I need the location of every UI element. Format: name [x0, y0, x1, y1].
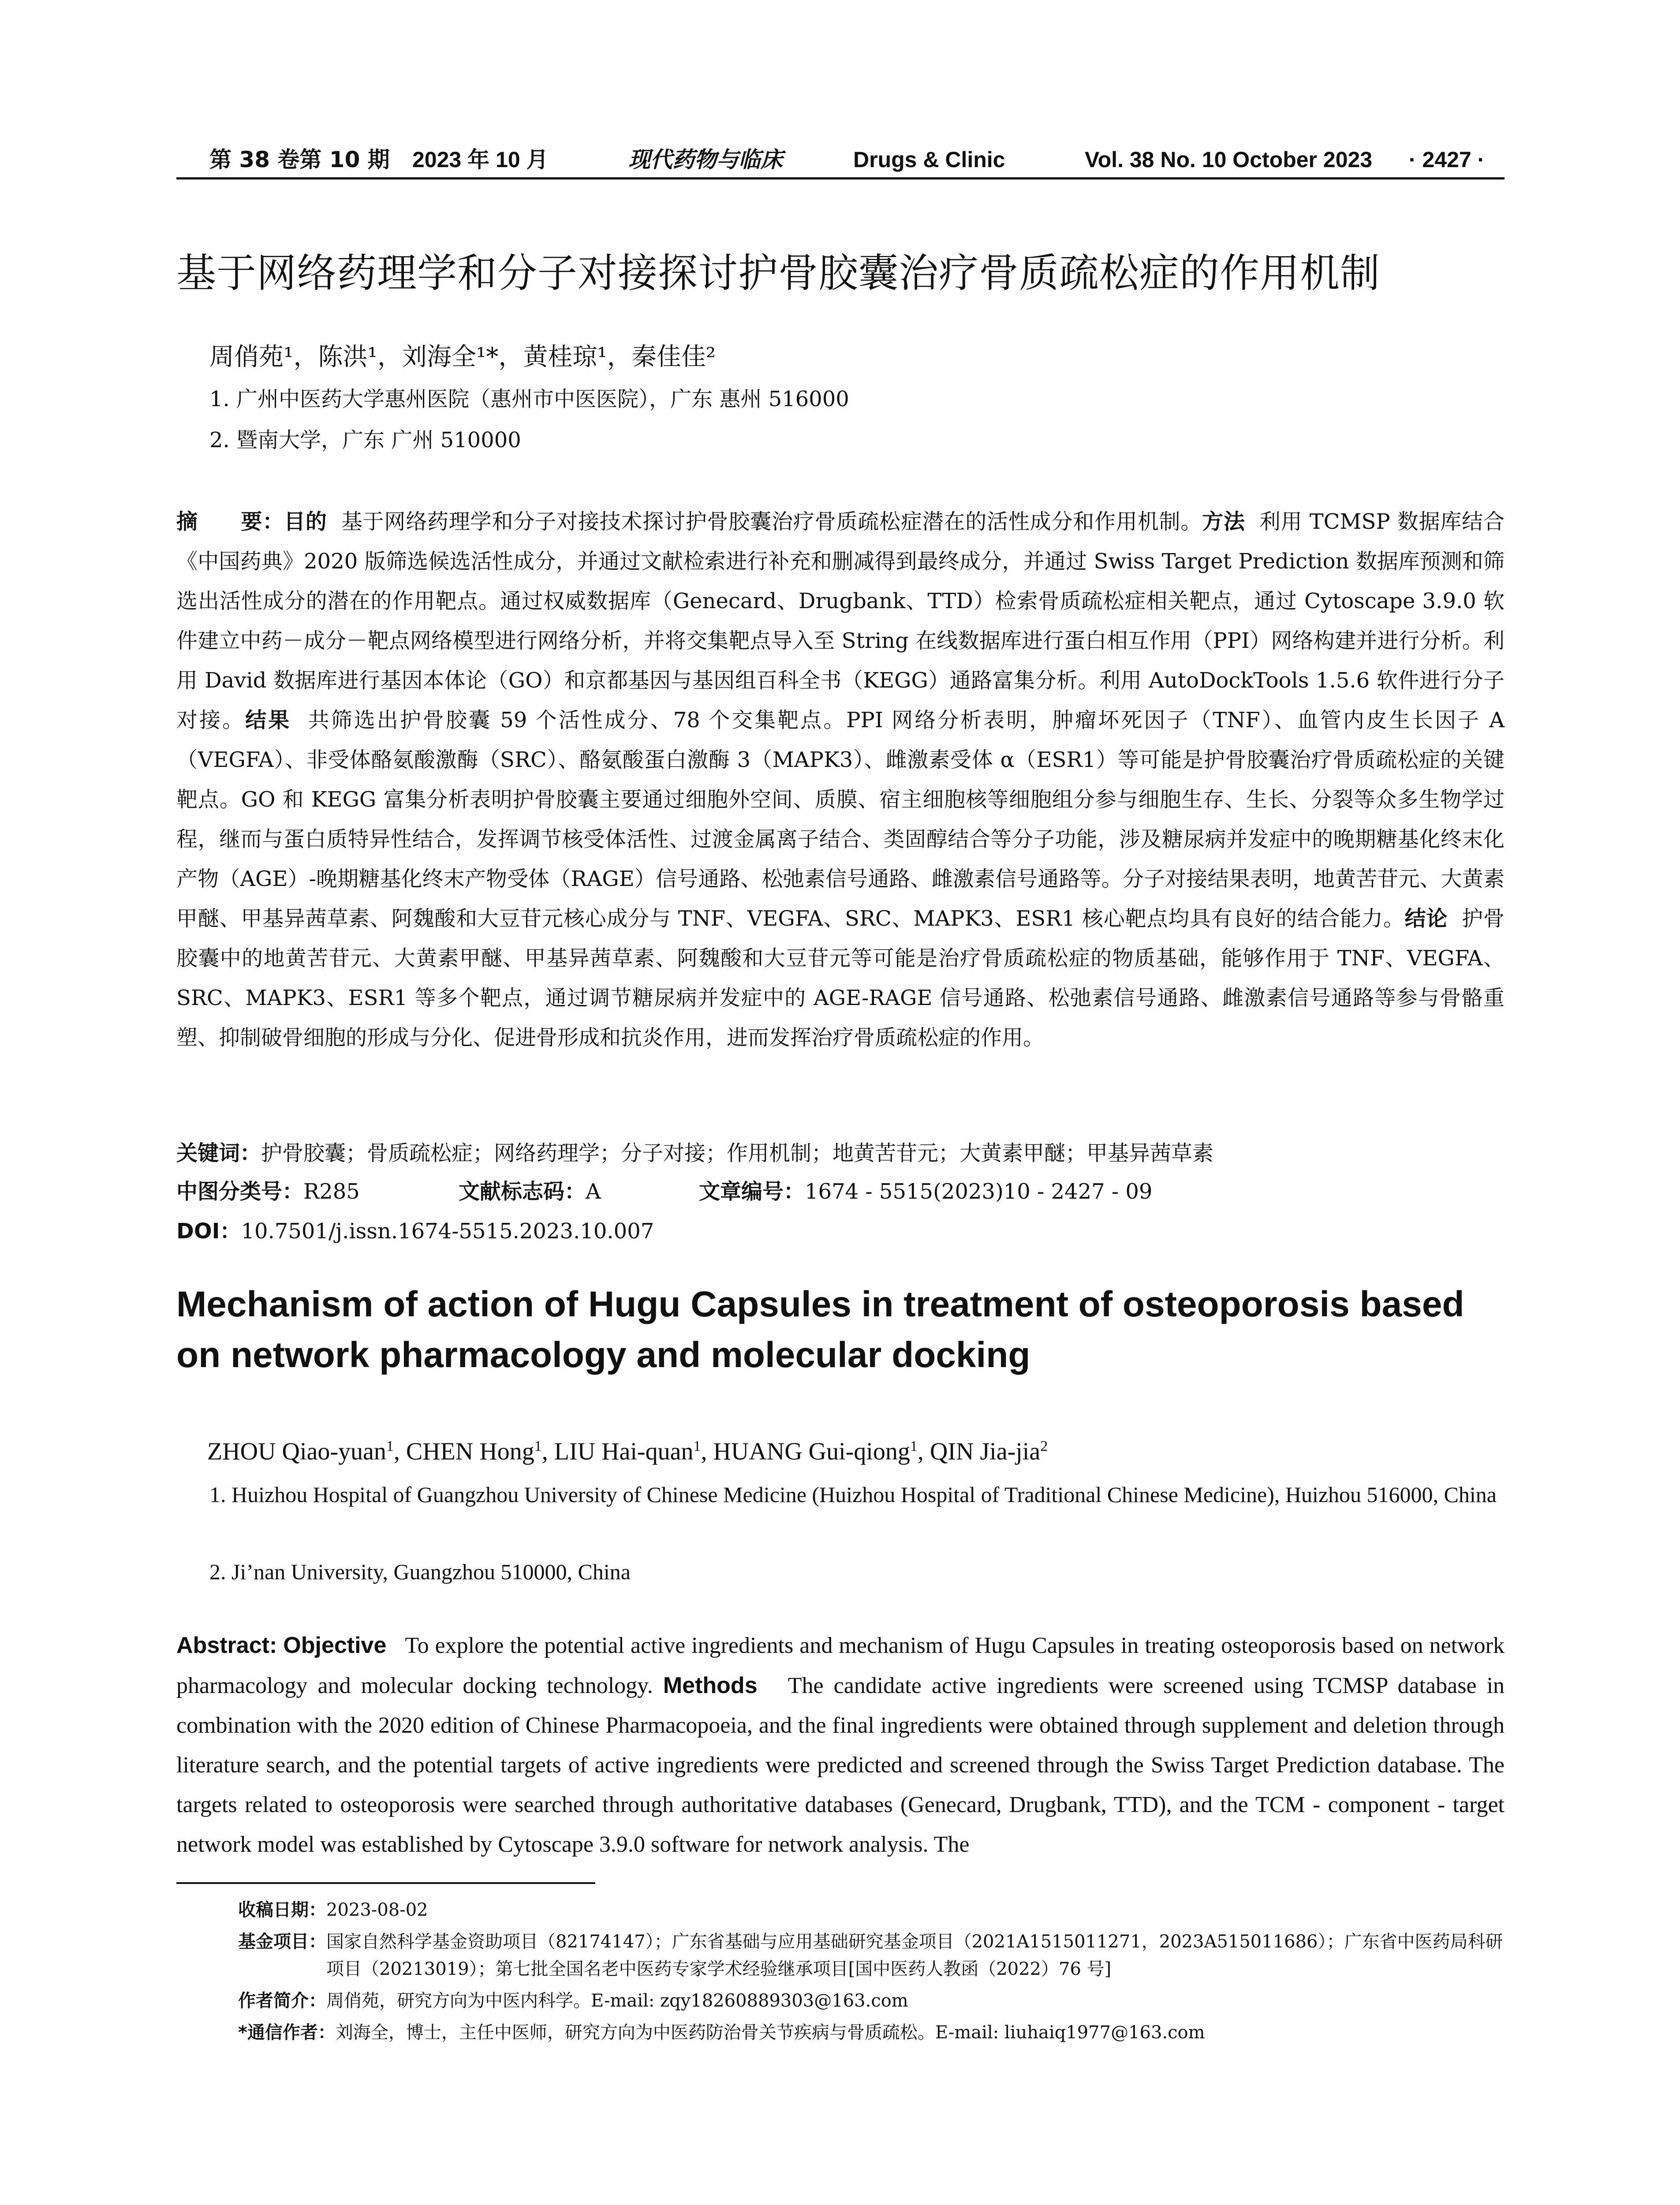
footnote-corresponding [238, 2019, 1504, 2046]
abstract-cn-conclusion: 护骨胶囊中的地黄苦苷元、大黄素甲醚、甲基异茜草素、阿魏酸和大豆苷元等可能是治疗骨质疏松症的物质基础，能够作用于 TNF、VEGFA、SRC、MAPK3、ESR1 等多个靶点，通过调节糖尿病并发症中的 AGE-RAGE 信号通路、松弛素信号通路、雌激素信号通路等参与骨骼重塑、抑制破骨细胞的形成与分化、促进骨形成和抗炎作用，进而发挥治疗骨质疏松症的作用。 [176, 906, 1505, 1050]
header-volume-en: Vol. 38 No. 10 October 2023 [1085, 147, 1373, 172]
abstract-cn-objective-label: 目的 [284, 509, 327, 534]
affiliation-en-1: 1. Huizhou Hospital of Guangzhou University of Chinese Medicine (Huizhou Hospital of Traditional Chinese Medicine), Huizhou 516000, China [209, 1482, 1497, 1507]
header-rule [176, 177, 1505, 179]
abstract-cn-conclusion-label: 结论 [1404, 906, 1448, 931]
abstract-en [176, 1626, 1505, 1865]
footnote-rule [176, 1882, 595, 1884]
author-en-2-sup: 1 [534, 1438, 542, 1454]
author-en-4-sup: 1 [910, 1438, 918, 1454]
authors-en: ZHOU Qiao-yuan$^1$, CHEN Hong$^1$, LIU Hai-quan$^1$, HUANG Gui-qiong$^1$, QIN Jia-jia$^2$ [207, 1438, 1048, 1465]
article-number-label: 文章编号： [699, 1179, 805, 1204]
header-volume-cn: 第 38 卷第 10 期 [209, 147, 390, 172]
affiliation-en-2: 2. Ji’nan University, Guangzhou 510000, China [209, 1559, 631, 1584]
abstract-en-label: Abstract: [176, 1633, 277, 1658]
abstract-cn-label: 摘 要： [176, 509, 284, 534]
keywords-cn [176, 1136, 1213, 1171]
abstract-en-methods-label: Methods [663, 1673, 758, 1698]
footnote-funding-label: 基金项目： [238, 1932, 326, 1952]
header-journal-en: Drugs & Clinic [853, 147, 1005, 172]
abstract-cn [176, 502, 1505, 1058]
footnote-funding-value: 国家自然科学基金资助项目（82174147）；广东省基础与应用基础研究基金项目（2021A1515011271，2023A515011686）；广东省中医药局科研项目（20213019）；第七批全国名老中医药专家学术经验继承项目[国中医药人教函（2022）76 号] [326, 1932, 1503, 1979]
abstract-cn-methods: 利用 TCMSP 数据库结合《中国药典》2020 版筛选候选活性成分，并通过文献检索进行补充和删减得到最终成分，并通过 Swiss Target Prediction 数据库预测和筛选出活性成分的潜在的作用靶点。通过权威数据库（Genecard、Drugbank、TTD）检索骨质疏松症相关靶点，通过 Cytoscape 3.9.0 软件建立中药－成分－靶点网络模型进行网络分析，并将交集靶点导入至 String 在线数据库进行蛋白相互作用（PPI）网络构建并进行分析。利用 David 数据库进行基因本体论（GO）和京都基因与基因组百科全书（KEGG）通路富集分析。利用 AutoDockTools 1.5.6 软件进行分子对接。 [176, 509, 1505, 733]
keywords-cn-label: 关键词： [176, 1141, 261, 1166]
footnote-received-label: 收稿日期： [238, 1900, 326, 1920]
clc-value: R285 [303, 1179, 360, 1204]
author-en-1-sup: 1 [386, 1438, 394, 1454]
abstract-en-objective-label: Objective [283, 1633, 387, 1658]
keywords-cn-value: 护骨胶囊；骨质疏松症；网络药理学；分子对接；作用机制；地黄苦苷元；大黄素甲醚；甲基异茜草素 [261, 1141, 1214, 1166]
author-en-1: ZHOU Qiao-yuan [207, 1438, 386, 1465]
author-en-4: HUANG Gui-qiong [713, 1438, 910, 1465]
affiliation-cn-2: 2. 暨南大学，广东 广州 510000 [209, 428, 521, 452]
doc-code-label: 文献标志码： [459, 1179, 586, 1204]
footnote-received [238, 1896, 1504, 1924]
abstract-cn-methods-label: 方法 [1202, 509, 1245, 534]
affiliation-cn-1: 1. 广州中医药大学惠州医院（惠州市中医医院），广东 惠州 516000 [209, 387, 849, 411]
title-en: Mechanism of action of Hugu Capsules in treatment of osteoporosis based on network pharmacology and molecular docking [176, 1284, 1464, 1375]
footnote-author-bio-label: 作者简介： [238, 1991, 326, 2011]
footnote-author-bio-value: 周俏苑，研究方向为中医内科学。E-mail: zqy18260889303@163.com [326, 1991, 908, 2011]
doi-line [176, 1214, 654, 1249]
author-en-3-sup: 1 [693, 1438, 701, 1454]
footnote-corresponding-value: 刘海全，博士，主任中医师，研究方向为中医药防治骨关节疾病与骨质疏松。E-mail: liuhaiq1977@163.com [335, 2022, 1205, 2043]
footnote-author-bio [238, 1987, 1504, 2014]
clc-label: 中图分类号： [176, 1179, 304, 1204]
abstract-en-methods: The candidate active ingredients were screened using TCMSP database in combination with the 2020 edition of Chinese Pharmacopoeia, and the final ingredients were obtained through supplement and deletion through literature search, and the potential targets of active ingredients were predicted and screened through the Swiss Target Prediction database. The targets related to osteoporosis were searched through authoritative databases (Genecard, Drugbank, TTD), and the TCM - component - target network model was established by Cytoscape 3.9.0 software for network analysis. The [176, 1673, 1505, 1857]
doc-code-value: A [586, 1179, 601, 1204]
authors-cn: 周俏苑¹，陈洪¹，刘海全¹*，黄桂琼¹，秦佳佳² [209, 343, 716, 371]
abstract-en-objective: To explore the potential active ingredients and mechanism of Hugu Capsules in treating osteoporosis based on network pharmacology and molecular docking technology. [176, 1633, 1505, 1698]
doi-value: 10.7501/j.issn.1674-5515.2023.10.007 [241, 1219, 654, 1244]
abstract-cn-results: 共筛选出护骨胶囊 59 个活性成分、78 个交集靶点。PPI 网络分析表明，肿瘤坏死因子（TNF）、血管内皮生长因子 A（VEGFA）、非受体酪氨酸激酶（SRC）、酪氨酸蛋白激酶 3（MAPK3）、雌激素受体 α（ESR1）等可能是护骨胶囊治疗骨质疏松症的关键靶点。GO 和 KEGG 富集分析表明护骨胶囊主要通过细胞外空间、质膜、宿主细胞核等细胞组分参与细胞生存、生长、分裂等众多生物学过程，继而与蛋白质特异性结合，发挥调节核受体活性、过渡金属离子结合、类固醇结合等分子功能，涉及糖尿病并发症中的晚期糖基化终末化产物（AGE）-晚期糖基化终末产物受体（RAGE）信号通路、松弛素信号通路、雌激素信号通路等。分子对接结果表明，地黄苦苷元、大黄素甲醚、甲基异茜草素、阿魏酸和大豆苷元核心成分与 TNF、VEGFA、SRC、MAPK3、ESR1 核心靶点均具有良好的结合能力。 [176, 708, 1505, 931]
doc-code [459, 1174, 601, 1209]
abstract-cn-results-label: 结果 [245, 708, 291, 733]
author-en-2: CHEN Hong [406, 1438, 534, 1465]
footnotes [238, 1896, 1504, 2046]
author-en-5: QIN Jia-jia [930, 1438, 1041, 1465]
abstract-cn-objective: 基于网络药理学和分子对接技术探讨护骨胶囊治疗骨质疏松症潜在的活性成分和作用机制。 [341, 509, 1202, 534]
header-page-number: · 2427 · [1409, 147, 1485, 172]
author-en-3: LIU Hai-quan [554, 1438, 694, 1465]
footnote-funding [238, 1928, 1504, 1983]
author-en-5-sup: 2 [1040, 1438, 1048, 1454]
classification-line [176, 1174, 360, 1209]
article-number [699, 1174, 1152, 1209]
article-number-value: 1674 - 5515(2023)10 - 2427 - 09 [805, 1179, 1153, 1204]
header-journal-cn: 现代药物与临床 [628, 146, 783, 172]
doi-label: DOI： [176, 1219, 241, 1244]
footnote-received-value: 2023-08-02 [326, 1900, 428, 1920]
header-date-cn: 2023 年 10 月 [412, 147, 549, 172]
footnote-corresponding-label: *通信作者： [238, 2022, 336, 2043]
title-cn: 基于网络药理学和分子对接探讨护骨胶囊治疗骨质疏松症的作用机制 [176, 250, 1380, 296]
